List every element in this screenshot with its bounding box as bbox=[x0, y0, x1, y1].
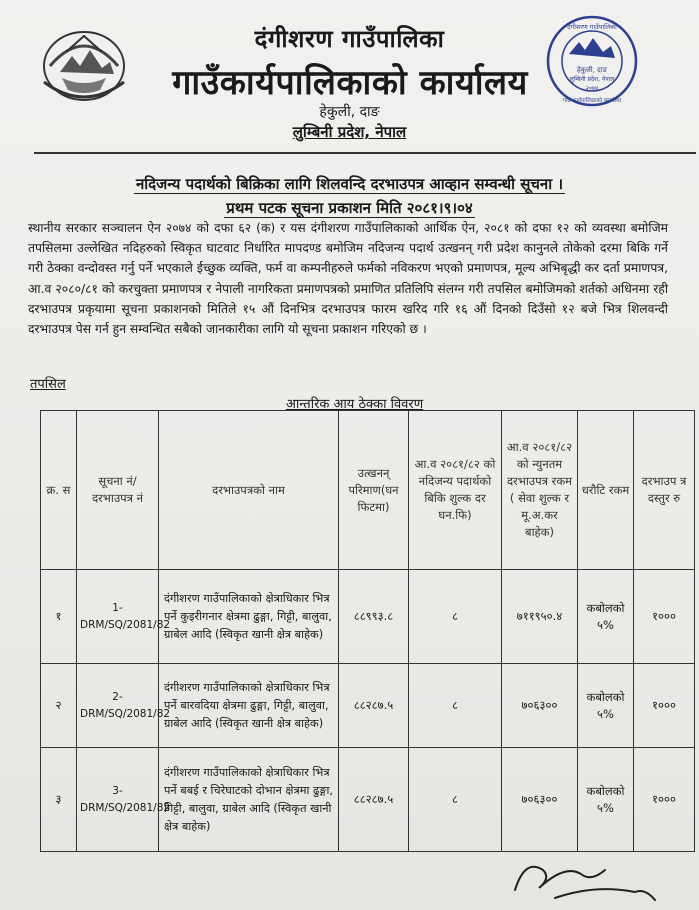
cell-fee: १००० bbox=[634, 748, 695, 852]
header-name: दरभाउपत्रको नाम bbox=[159, 411, 339, 570]
cell-rate: ८ bbox=[409, 748, 502, 852]
org-name: दंगीशरण गाउँपालिका bbox=[254, 25, 445, 53]
cell-sn: २ bbox=[41, 664, 77, 748]
header-quantity: उत्खनन् परिमाण(घन फिटमा) bbox=[339, 411, 409, 570]
notice-date bbox=[0, 198, 699, 218]
cell-fee: १००० bbox=[634, 570, 695, 664]
cell-sn: ३ bbox=[41, 748, 77, 852]
notice-date-text: प्रथम पटक सूचना प्रकाशन मिति २०८१।९।०४ bbox=[226, 199, 473, 217]
cell-quantity: ८८२८७.५ bbox=[339, 748, 409, 852]
cell-rate: ८ bbox=[409, 664, 502, 748]
cell-notice-no: 3-DRM/SQ/2081/82 bbox=[77, 748, 159, 852]
cell-deposit: कबोलको ५% bbox=[578, 570, 634, 664]
cell-notice-no: 2-DRM/SQ/2081/82 bbox=[77, 664, 159, 748]
cell-rate: ८ bbox=[409, 570, 502, 664]
handwritten-signature bbox=[495, 848, 675, 908]
cell-sn: १ bbox=[41, 570, 77, 664]
header-min-amount: आ.व २०८१/८२ को न्युनतम दरभाउपत्र रकम ( सेवा शुल्क र मू.अ.कर बाहेक) bbox=[502, 411, 578, 570]
header-fee: दरभाउप त्र दस्तुर रु bbox=[634, 411, 695, 570]
cell-notice-no: 1-DRM/SQ/2081/82 bbox=[77, 570, 159, 664]
header-divider bbox=[34, 152, 696, 154]
notice-title bbox=[0, 174, 699, 194]
stamp-line2: गाउँ कार्यपालिकाको कार्यालय bbox=[562, 98, 622, 104]
cell-deposit: कबोलको ५% bbox=[578, 748, 634, 852]
tapasil-label: तपसिल bbox=[30, 377, 66, 392]
stamp-year: २०७४ bbox=[585, 85, 599, 92]
table-row bbox=[41, 570, 695, 664]
stamp-line1: दंगीशरण गाउँपालिका bbox=[567, 23, 617, 31]
office-name: गाउँकार्यपालिकाको कार्यालय bbox=[172, 63, 528, 103]
cell-deposit: कबोलको ५% bbox=[578, 664, 634, 748]
cell-min-amount: ७११९५०.४ bbox=[502, 570, 578, 664]
cell-name: दंगीशरण गाउँपालिकाको क्षेत्राधिकार भित्र पर्ने कुइरीगनार क्षेत्रमा ढुङ्गा, गिट्टी, बालुवा, ग्राबेल आदि (स्विकृत खानी क्षेत्र बाहेक) bbox=[159, 570, 339, 664]
header-sn: क्र. स bbox=[41, 411, 77, 570]
notice-body: स्थानीय सरकार सञ्चालन ऐन २०७४ को दफा ६२ (क) र यस दंगीशरण गाउँपालिकाको आर्थिक ऐन, २०८१ को दफा १२ को व्यवस्था बमोजिम तपसिलमा उल्लेखित नदिहरुको स्विकृत घाटवाट निर्धारित मापदण्ड बमोजिम नदिजन्य पदार्थ उत्खनन् गरी प्रदेश कानुनले तोकेको दरमा बिकि गर्ने गरी ठेक्का वन्दोवस्त गर्नु पर्ने भएकाले ईच्छुक व्यक्ति, फर्म वा कम्पनीहरुले फर्मको नविकरण भएको प्रमाणपत्र, मूल्य अभिबृद्धी कर दर्ता प्रमाणपत्र, आ.व २०८०/८१ को करचुक्ता प्रमाणपत्र र नेपाली नागरिकता प्रमाणपत्रको प्रमाणित प्रतिलिपि संलग्न गरी तपसिल बमोजिमको शर्तको अधिनमा रही दरभाउपत्र प्रकृयामा सूचना प्रकाशनको मितिले १५ औं दिनभित्र दरभाउपत्र फारम खरिद गरि १६ औं दिनको दिउँसो १२ बजे भित्र शिलवन्दी दरभाउपत्र पेस गर्न हुन सम्वन्धित सबैको जानकारीका लागि यो सूचना प्रकाशन गरिएको छ । bbox=[28, 221, 668, 337]
cell-fee: १००० bbox=[634, 664, 695, 748]
cell-name: दंगीशरण गाउँपालिकाको क्षेत्राधिकार भित्र पर्ने बबई र चिरेघाटको दोभान क्षेत्रमा ढुङ्गा, गिट्टी, बालुवा, ग्राबेल आदि (स्विकृत खानी क्षेत्र बाहेक) bbox=[159, 748, 339, 852]
cell-min-amount: ७०६३०० bbox=[502, 748, 578, 852]
header-notice-no: सूचना नं/दरभाउपत्र नं bbox=[77, 411, 159, 570]
address-line1: हेकुली, दाङ bbox=[319, 104, 380, 120]
table-header-row bbox=[41, 411, 695, 570]
stamp-line4: लुम्बिनी प्रदेश, नेपाल bbox=[569, 76, 615, 83]
cell-name: दंगीशरण गाउँपालिकाको क्षेत्राधिकार भित्र पर्ने बारवदिया क्षेत्रमा ढुङ्गा, गिट्टी, बालुवा, ग्राबेल आदि (स्विकृत खानी क्षेत्र बाहेक) bbox=[159, 664, 339, 748]
contract-table bbox=[40, 410, 695, 852]
cell-quantity: ८८९९३.८ bbox=[339, 570, 409, 664]
table-caption: आन्तरिक आय ठेक्का विवरण bbox=[286, 397, 424, 412]
address-line2: लुम्बिनी प्रदेश, नेपाल bbox=[292, 123, 407, 141]
cell-min-amount: ७०६३०० bbox=[502, 664, 578, 748]
table-row bbox=[41, 664, 695, 748]
header-rate: आ.व २०८१/८२ को नदिजन्य पदार्थको बिकि शुल्क दर घन.फि) bbox=[409, 411, 502, 570]
stamp-line3: हेकुली, दाङ bbox=[576, 66, 608, 74]
cell-quantity: ८८२८७.५ bbox=[339, 664, 409, 748]
header-deposit: धरौटि रकम bbox=[578, 411, 634, 570]
notice-title-text: नदिजन्य पदार्थको बिक्रिका लागि शिलवन्दि दरभाउपत्र आव्हान सम्वन्धी सूचना । bbox=[135, 175, 564, 193]
table-row bbox=[41, 748, 695, 852]
